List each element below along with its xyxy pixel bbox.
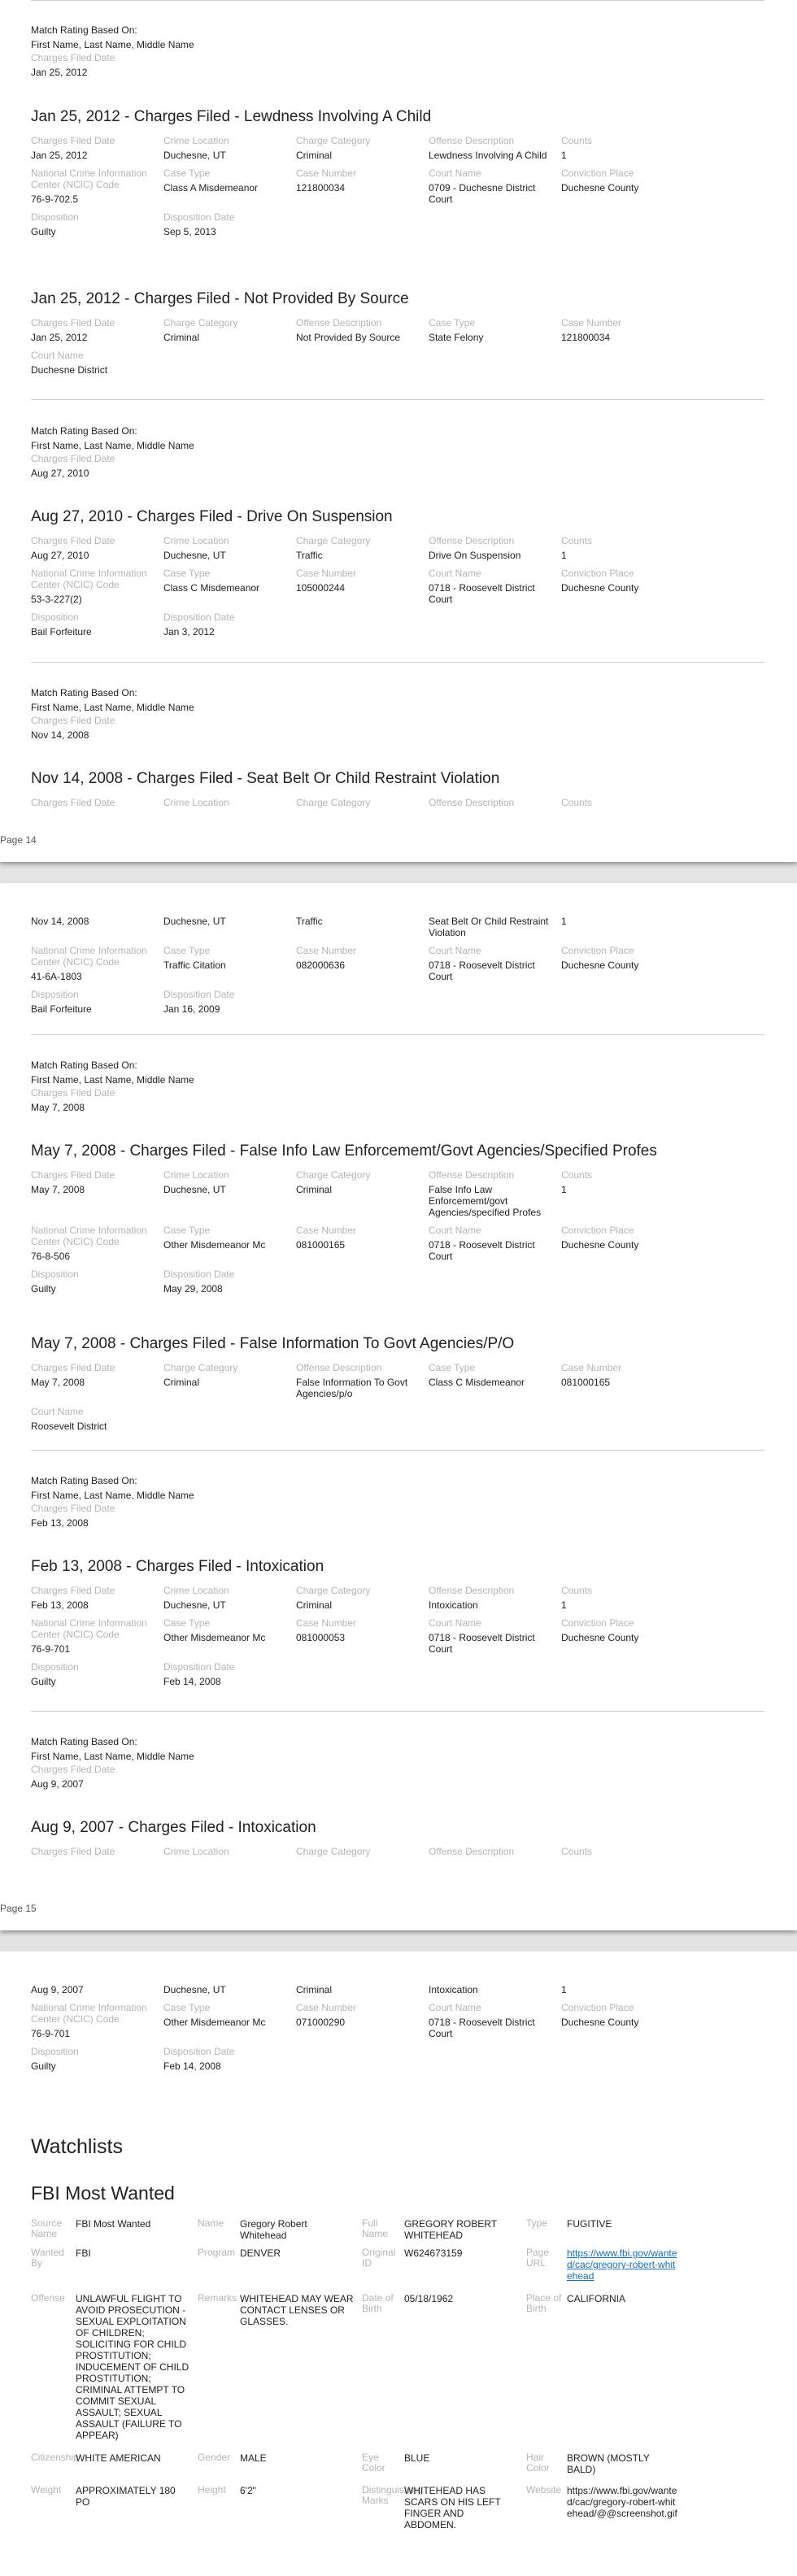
field-label: Charge Category: [163, 317, 238, 329]
field-label: Charges Filed Date: [31, 317, 115, 329]
field-label: Conviction Place: [561, 1617, 634, 1629]
case-number-value: 081000053: [296, 1632, 346, 1643]
field-label: Offense: [31, 2292, 65, 2304]
match-basis: First Name, Last Name, Middle Name: [31, 440, 194, 451]
field-label: Case Number: [561, 1362, 622, 1373]
match-rating-block: [31, 23, 797, 78]
divider: [31, 0, 764, 1]
charge-title: Jan 25, 2012 - Charges Filed - Not Provided By Source: [31, 290, 409, 307]
case-type-value: State Felony: [429, 332, 484, 343]
match-heading: Match Rating Based On:: [31, 425, 137, 437]
court-name-value: 0718 - Roosevelt District Court: [429, 1239, 535, 1262]
charges-filed-date-value: May 7, 2008: [31, 1102, 85, 1113]
page-number: Page 15: [0, 1903, 37, 1914]
field-label: Case Number: [296, 168, 357, 179]
field-label: Crime Location: [163, 135, 229, 146]
field-label: Wanted By: [31, 2247, 64, 2269]
case-number-value: 082000636: [296, 959, 346, 971]
field-label: Case Number: [296, 2002, 357, 2013]
charges-filed-date-label: Charges Filed Date: [31, 453, 115, 464]
counts-value: 1: [561, 1984, 567, 1995]
filed-date-value: Aug 9, 2007: [31, 1984, 84, 1995]
field-label: Disposition Date: [163, 1268, 235, 1280]
field-label: Disposition: [31, 1268, 79, 1280]
field-label: Disposition: [31, 211, 79, 223]
field-label: Crime Location: [163, 797, 229, 808]
field-label: Offense Description: [429, 797, 515, 808]
filed-date-value: Nov 14, 2008: [31, 916, 89, 927]
charge-record: [31, 1334, 797, 1438]
crime-location-value: Duchesne, UT: [163, 150, 226, 161]
disposition-date-value: Jan 3, 2012: [163, 626, 215, 637]
field-label: Case Type: [163, 945, 211, 956]
charge-category-value: Criminal: [163, 332, 200, 343]
field-label: Crime Location: [163, 1846, 229, 1857]
field-label: Conviction Place: [561, 568, 634, 579]
case-type-value: Traffic Citation: [163, 959, 226, 971]
match-rating-block: [31, 1734, 797, 1790]
charges-filed-date-label: Charges Filed Date: [31, 1503, 115, 1514]
field-label: Crime Location: [163, 1169, 229, 1181]
charge-title: May 7, 2008 - Charges Filed - False Information To Govt Agencies/P/O: [31, 1335, 515, 1352]
field-label: Charge Category: [296, 535, 371, 546]
counts-value: 1: [561, 1184, 567, 1195]
field-label: Eye Color: [362, 2452, 385, 2474]
field-label: Case Number: [296, 568, 357, 579]
field-label: Conviction Place: [561, 1225, 634, 1236]
field-label: National Crime Information Center (NCIC) Code: [31, 1617, 147, 1640]
field-label: Case Type: [163, 168, 211, 179]
offense-description-value: Intoxication: [429, 1984, 478, 1995]
offense-value: UNLAWFUL FLIGHT TO AVOID PROSECUTION - SEXUAL EXPLOITATION OF CHILDREN; SOLICITING FOR CHILD PROSTITUTION; INDUCEMENT OF CHILD PROSTITUTION; CRIMINAL ATTEMPT TO COMMIT SEXUAL ASSAULT; SEXUAL ASSAULT (FAILURE TO APPEAR): [76, 2293, 189, 2441]
field-label: Program: [198, 2247, 236, 2258]
field-label: Page URL: [526, 2247, 550, 2269]
field-label: Counts: [561, 135, 593, 146]
charges-filed-date-value: Nov 14, 2008: [31, 729, 89, 741]
field-label: Full Name: [362, 2217, 389, 2239]
field-label: Original ID: [362, 2247, 396, 2269]
conviction-place-value: Duchesne County: [561, 1239, 639, 1251]
field-label: Case Number: [296, 945, 357, 956]
page-url-link[interactable]: https://www.fbi.gov/wanted/cac/gregory-robert-whitehead: [567, 2247, 677, 2282]
remarks-value: WHITEHEAD MAY WEAR CONTACT LENSES OR GLASSES.: [240, 2293, 354, 2327]
field-label: Source Name: [31, 2217, 63, 2239]
field-label: Charges Filed Date: [31, 797, 115, 808]
type-value: FUGITIVE: [567, 2218, 612, 2230]
charges-filed-date-value: Aug 27, 2010: [31, 468, 89, 479]
place-of-birth-value: CALIFORNIA: [567, 2293, 626, 2304]
field-label: Case Number: [296, 1225, 357, 1236]
watchlists-heading: Watchlists: [31, 2135, 123, 2158]
charge-title: Jan 25, 2012 - Charges Filed - Lewdness Involving A Child: [31, 108, 432, 125]
disposition-date-value: Feb 14, 2008: [163, 2060, 221, 2072]
field-label: Charge Category: [296, 1585, 371, 1596]
field-label: Charge Category: [296, 1169, 371, 1181]
charge-record: [31, 1818, 797, 1867]
name-value: Gregory Robert Whitehead: [240, 2218, 307, 2241]
report-page-16: [0, 1952, 797, 2576]
field-label: National Crime Information Center (NCIC) Code: [31, 568, 147, 590]
field-label: Remarks: [198, 2292, 237, 2304]
conviction-place-value: Duchesne County: [561, 1632, 639, 1643]
match-basis: First Name, Last Name, Middle Name: [31, 1074, 194, 1086]
case-number-value: 121800034: [561, 332, 611, 343]
divider: [31, 1711, 764, 1712]
field-label: National Crime Information Center (NCIC) Code: [31, 2002, 147, 2025]
field-label: Case Type: [163, 568, 211, 579]
court-name-value: 0709 - Duchesne District Court: [429, 182, 536, 205]
divider: [31, 1034, 764, 1035]
case-number-value: 081000165: [561, 1377, 611, 1388]
eye-color-value: BLUE: [404, 2452, 430, 2464]
field-label: National Crime Information Center (NCIC) Code: [31, 945, 147, 968]
field-label: Offense Description: [296, 317, 382, 329]
field-label: Offense Description: [429, 1585, 515, 1596]
field-label: Offense Description: [429, 1846, 515, 1857]
charge-record: [31, 107, 797, 244]
case-type-value: Class C Misdemeanor: [429, 1377, 525, 1388]
disposition-value: Guilty: [31, 1283, 56, 1295]
court-name-value: 0718 - Roosevelt District Court: [429, 959, 535, 982]
match-heading: Match Rating Based On:: [31, 687, 137, 698]
field-label: Disposition: [31, 989, 79, 1000]
field-label: Case Type: [163, 2002, 211, 2013]
field-label: Charge Category: [296, 135, 371, 146]
field-label: Court Name: [31, 350, 84, 361]
case-type-value: Other Misdemeanor Mc: [163, 2017, 266, 2028]
charge-category-value: Traffic: [296, 916, 323, 927]
case-number-value: 071000290: [296, 2017, 346, 2028]
charge-record: [31, 916, 797, 1021]
divider: [31, 399, 764, 400]
report-page-14: [0, 0, 797, 862]
field-label: Date of Birth: [362, 2292, 394, 2314]
distinguishing-marks-value: WHITEHEAD HAS SCARS ON HIS LEFT FINGER AND ABDOMEN.: [404, 2485, 501, 2530]
field-label: Website: [526, 2484, 562, 2496]
field-label: Conviction Place: [561, 2002, 634, 2013]
field-label: Charges Filed Date: [31, 1585, 115, 1596]
field-label: Disposition Date: [163, 1661, 235, 1673]
match-basis: First Name, Last Name, Middle Name: [31, 39, 194, 50]
court-name-value: 0718 - Roosevelt District Court: [429, 1632, 535, 1655]
filed-date-value: Jan 25, 2012: [31, 332, 88, 343]
conviction-place-value: Duchesne County: [561, 2017, 639, 2028]
conviction-place-value: Duchesne County: [561, 959, 639, 971]
charge-category-value: Criminal: [296, 1599, 333, 1611]
field-label: Name: [198, 2217, 224, 2229]
counts-value: 1: [561, 916, 567, 927]
match-basis: First Name, Last Name, Middle Name: [31, 1490, 194, 1501]
case-number-value: 081000165: [296, 1239, 346, 1251]
charges-filed-date-value: Aug 9, 2007: [31, 1778, 84, 1790]
field-label: Hair Color: [526, 2452, 550, 2474]
charge-title: Aug 27, 2010 - Charges Filed - Drive On Suspension: [31, 508, 393, 525]
full-name-value: GREGORY ROBERT WHITEHEAD: [404, 2218, 497, 2241]
field-label: Charge Category: [163, 1362, 238, 1373]
field-label: Conviction Place: [561, 945, 634, 956]
field-label: Case Type: [163, 1617, 211, 1629]
field-label: Case Number: [296, 1617, 357, 1629]
charge-category-value: Traffic: [296, 550, 323, 561]
field-label: National Crime Information Center (NCIC) Code: [31, 1225, 147, 1247]
field-label: Court Name: [429, 2002, 481, 2013]
charge-record: [31, 1984, 797, 2078]
field-label: Offense Description: [296, 1362, 382, 1373]
offense-description-value: Seat Belt Or Child Restraint Violation: [429, 916, 549, 938]
charge-category-value: Criminal: [296, 1984, 333, 1995]
disposition-value: Bail Forfeiture: [31, 626, 92, 637]
match-rating-block: [31, 424, 797, 479]
filed-date-value: May 7, 2008: [31, 1377, 85, 1388]
match-basis: First Name, Last Name, Middle Name: [31, 702, 194, 713]
field-label: Court Name: [429, 1617, 481, 1629]
field-label: Disposition: [31, 2046, 79, 2057]
ncic-code-value: 41-6A-1803: [31, 971, 82, 982]
match-heading: Match Rating Based On:: [31, 1736, 137, 1747]
field-label: Type: [526, 2217, 548, 2229]
charge-record: [31, 769, 797, 818]
field-label: Weight: [31, 2484, 62, 2496]
page-number: Page 14: [0, 834, 37, 846]
field-label: Court Name: [429, 568, 481, 579]
court-name-value: 0718 - Roosevelt District Court: [429, 2017, 535, 2039]
disposition-date-value: Feb 14, 2008: [163, 1676, 221, 1687]
offense-description-value: Intoxication: [429, 1599, 478, 1611]
charge-title: May 7, 2008 - Charges Filed - False Info Law Enforcememt/Govt Agencies/Specified Profes: [31, 1142, 657, 1160]
field-label: Counts: [561, 1169, 593, 1181]
ncic-code-value: 76-9-702.5: [31, 194, 79, 205]
disposition-value: Guilty: [31, 1676, 56, 1687]
field-label: Gender: [198, 2452, 231, 2463]
offense-description-value: False Info Law Enforcememt/govt Agencies/specified Profes: [429, 1184, 542, 1218]
field-label: Case Number: [561, 317, 622, 329]
field-label: Court Name: [31, 1406, 84, 1417]
field-label: Offense Description: [429, 135, 515, 146]
charges-filed-date-value: Feb 13, 2008: [31, 1517, 89, 1529]
counts-value: 1: [561, 1599, 567, 1611]
filed-date-value: May 7, 2008: [31, 1184, 85, 1195]
disposition-date-value: Sep 5, 2013: [163, 226, 216, 237]
report-page-15: [0, 883, 797, 1930]
disposition-date-value: Jan 16, 2009: [163, 1003, 220, 1015]
match-basis: First Name, Last Name, Middle Name: [31, 1751, 194, 1762]
charges-filed-date-value: Jan 25, 2012: [31, 67, 88, 78]
field-label: Court Name: [429, 1225, 481, 1236]
wanted-by-value: FBI: [76, 2247, 91, 2259]
field-label: Charges Filed Date: [31, 1169, 115, 1181]
filed-date-value: Aug 27, 2010: [31, 550, 89, 561]
match-heading: Match Rating Based On:: [31, 24, 137, 36]
court-name-value: 0718 - Roosevelt District Court: [429, 582, 535, 605]
charge-title: Aug 9, 2007 - Charges Filed - Intoxication: [31, 1819, 316, 1836]
court-name-value: Duchesne District: [31, 364, 108, 376]
charge-record: [31, 289, 797, 382]
divider: [31, 662, 764, 663]
field-label: Charge Category: [296, 1846, 371, 1857]
case-number-value: 121800034: [296, 182, 346, 194]
disposition-value: Guilty: [31, 226, 56, 237]
charges-filed-date-label: Charges Filed Date: [31, 715, 115, 726]
charge-record: [31, 1142, 797, 1301]
field-label: Charges Filed Date: [31, 535, 115, 546]
ncic-code-value: 53-3-227(2): [31, 594, 82, 605]
counts-value: 1: [561, 550, 567, 561]
field-label: Case Type: [163, 1225, 211, 1236]
field-label: Disposition Date: [163, 989, 235, 1000]
ncic-code-value: 76-8-506: [31, 1251, 71, 1262]
field-label: Distinguishing Marks: [362, 2484, 423, 2506]
crime-location-value: Duchesne, UT: [163, 916, 226, 927]
counts-value: 1: [561, 150, 567, 161]
charge-category-value: Criminal: [296, 1184, 333, 1195]
field-label: Conviction Place: [561, 168, 634, 179]
field-label: Court Name: [429, 945, 481, 956]
field-label: Charges Filed Date: [31, 135, 115, 146]
field-label: Disposition: [31, 1661, 79, 1673]
crime-location-value: Duchesne, UT: [163, 550, 226, 561]
field-label: Case Type: [429, 317, 476, 329]
field-label: Place of Birth: [526, 2292, 562, 2314]
charge-category-value: Criminal: [163, 1377, 200, 1388]
field-label: Offense Description: [429, 1169, 515, 1181]
court-name-value: Roosevelt District: [31, 1421, 107, 1432]
case-type-value: Class C Misdemeanor: [163, 582, 260, 594]
weight-value: APPROXIMATELY 180 PO: [76, 2485, 176, 2508]
field-label: Crime Location: [163, 1585, 229, 1596]
website-value: https://www.fbi.gov/wanted/cac/gregory-robert-whitehead/@@screenshot.gif: [567, 2485, 677, 2519]
match-rating-block: [31, 685, 797, 741]
source-name-value: FBI Most Wanted: [76, 2218, 151, 2230]
field-label: Disposition Date: [163, 2046, 235, 2057]
charge-title: Nov 14, 2008 - Charges Filed - Seat Belt Or Child Restraint Violation: [31, 770, 500, 787]
case-type-value: Other Misdemeanor Mc: [163, 1239, 266, 1251]
match-rating-block: [31, 1058, 797, 1113]
field-label: Disposition Date: [163, 611, 235, 623]
field-label: Charge Category: [296, 797, 371, 808]
case-number-value: 105000244: [296, 582, 346, 594]
match-rating-block: [31, 1473, 797, 1529]
charges-filed-date-label: Charges Filed Date: [31, 52, 115, 63]
match-heading: Match Rating Based On:: [31, 1060, 137, 1071]
citizenship-value: WHITE AMERICAN: [76, 2452, 161, 2464]
fbi-most-wanted-record: [31, 2218, 797, 2530]
field-label: Disposition: [31, 611, 79, 623]
charge-title: Feb 13, 2008 - Charges Filed - Intoxication: [31, 1558, 324, 1575]
charge-record: [31, 507, 797, 644]
charges-filed-date-label: Charges Filed Date: [31, 1087, 115, 1099]
conviction-place-value: Duchesne County: [561, 182, 639, 194]
field-label: Disposition Date: [163, 211, 235, 223]
gender-value: MALE: [240, 2452, 267, 2464]
field-label: Offense Description: [429, 535, 515, 546]
date-of-birth-value: 05/18/1962: [404, 2293, 454, 2304]
field-label: Counts: [561, 535, 593, 546]
filed-date-value: Feb 13, 2008: [31, 1599, 89, 1611]
original-id-value: W624673159: [404, 2247, 463, 2259]
offense-description-value: False Information To Govt Agencies/p/o: [296, 1377, 408, 1399]
match-heading: Match Rating Based On:: [31, 1475, 137, 1486]
ncic-code-value: 76-9-701: [31, 2028, 71, 2039]
crime-location-value: Duchesne, UT: [163, 1184, 226, 1195]
field-label: Counts: [561, 1585, 593, 1596]
disposition-value: Guilty: [31, 2060, 56, 2072]
field-label: Case Type: [429, 1362, 476, 1373]
conviction-place-value: Duchesne County: [561, 582, 639, 594]
divider: [31, 1450, 764, 1451]
disposition-date-value: May 29, 2008: [163, 1283, 223, 1295]
field-label: Charges Filed Date: [31, 1846, 115, 1857]
field-label: Height: [198, 2484, 226, 2496]
offense-description-value: Not Provided By Source: [296, 332, 401, 343]
field-label: National Crime Information Center (NCIC) Code: [31, 168, 147, 190]
case-type-value: Class A Misdemeanor: [163, 182, 259, 194]
field-label: Crime Location: [163, 535, 229, 546]
field-label: Charges Filed Date: [31, 1362, 115, 1373]
crime-location-value: Duchesne, UT: [163, 1599, 226, 1611]
crime-location-value: Duchesne, UT: [163, 1984, 226, 1995]
field-label: Counts: [561, 797, 593, 808]
field-label: Counts: [561, 1846, 593, 1857]
case-type-value: Other Misdemeanor Mc: [163, 1632, 266, 1643]
charge-record: [31, 1557, 797, 1694]
offense-description-value: Drive On Suspension: [429, 550, 521, 561]
ncic-code-value: 76-9-701: [31, 1643, 71, 1655]
fbi-most-wanted-heading: FBI Most Wanted: [31, 2182, 175, 2204]
charge-category-value: Criminal: [296, 150, 333, 161]
program-value: DENVER: [240, 2247, 281, 2259]
hair-color-value: BROWN (MOSTLY BALD): [567, 2452, 650, 2475]
filed-date-value: Jan 25, 2012: [31, 150, 88, 161]
disposition-value: Bail Forfeiture: [31, 1003, 92, 1015]
field-label: Citizenship: [31, 2452, 79, 2463]
field-label: Court Name: [429, 168, 481, 179]
offense-description-value: Lewdness Involving A Child: [429, 150, 547, 161]
charges-filed-date-label: Charges Filed Date: [31, 1764, 115, 1775]
height-value: 6'2": [240, 2485, 256, 2496]
